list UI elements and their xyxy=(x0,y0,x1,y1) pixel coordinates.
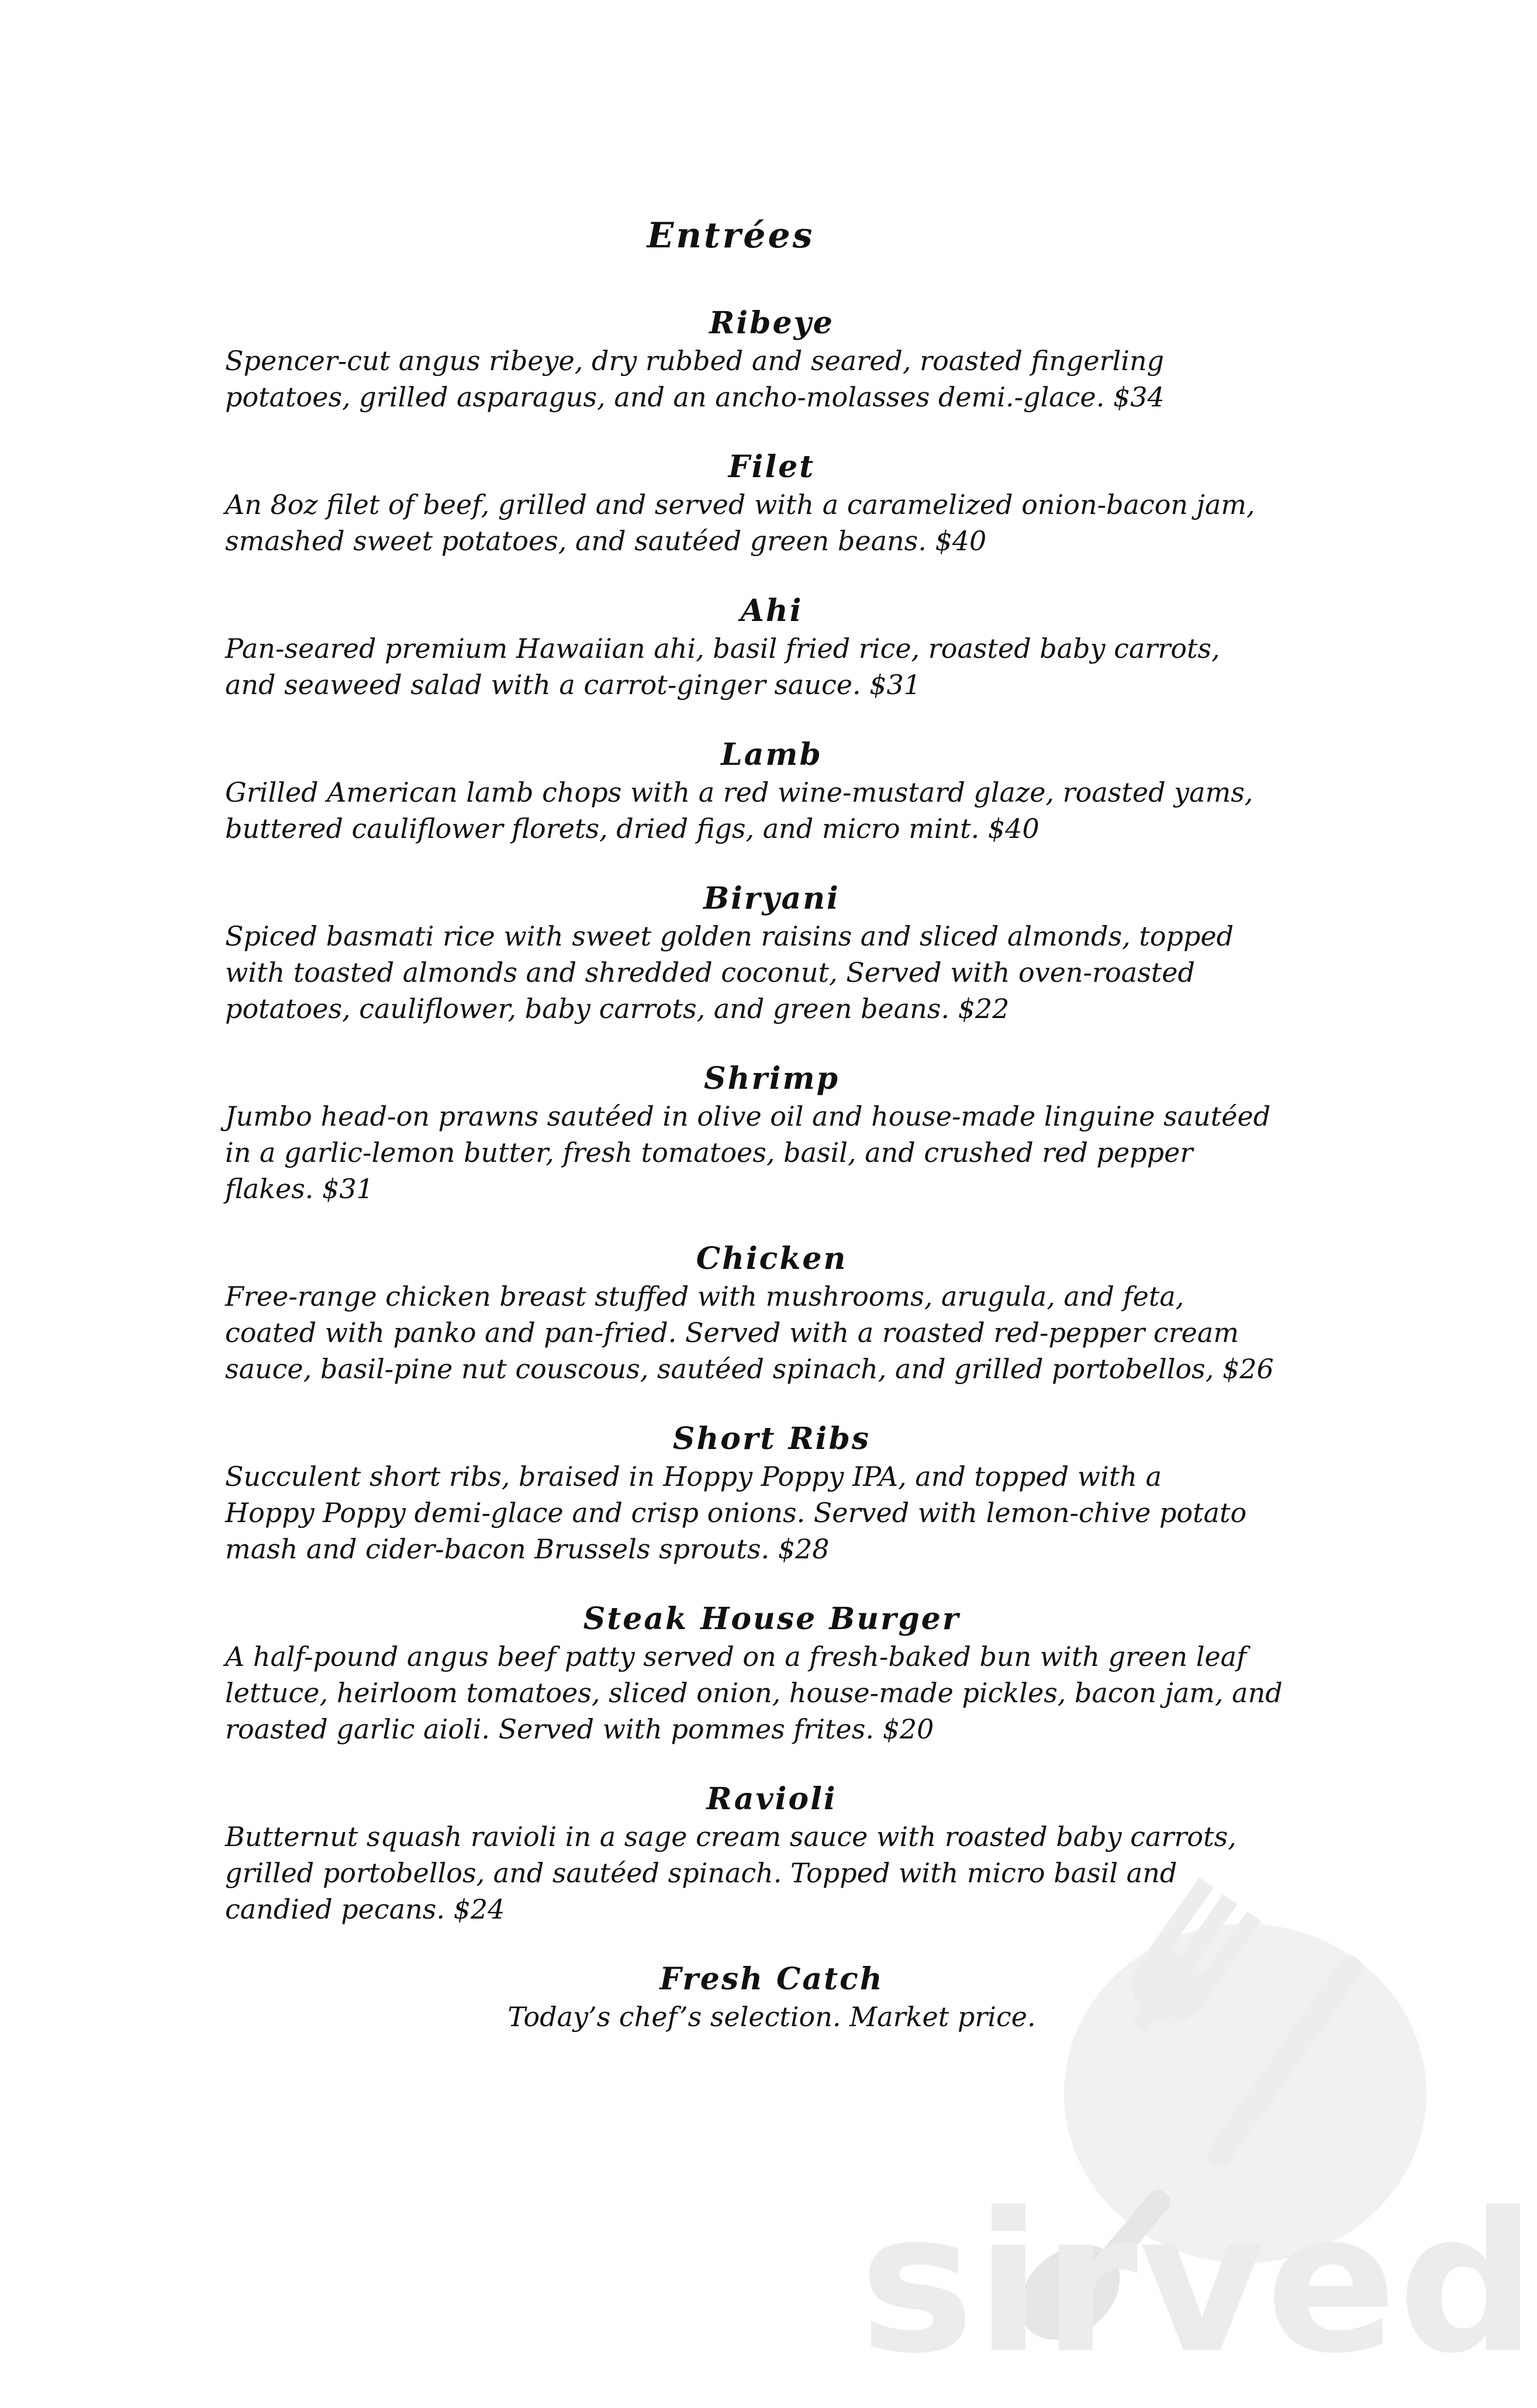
menu-item-name: Ahi xyxy=(740,593,803,629)
menu-item-description-line: flakes. $31 xyxy=(225,1173,374,1205)
menu-item-description-line: Pan-seared premium Hawaiian ahi, basil fried rice, roasted baby carrots, xyxy=(225,633,1220,664)
menu-item xyxy=(225,1960,1318,2035)
menu-item xyxy=(225,304,1318,415)
menu-item-description-line: potatoes, cauliflower, baby carrots, and green beans. $22 xyxy=(225,993,1010,1024)
menu-item-name: Chicken xyxy=(696,1241,848,1277)
menu-item xyxy=(225,879,1318,1027)
menu-item xyxy=(225,1600,1318,1747)
menu-item-description-line: buttered cauliflower florets, dried figs, and micro mint. $40 xyxy=(225,813,1039,844)
menu-item xyxy=(225,448,1318,559)
menu-item-description-line: Butternut squash ravioli in a sage cream sauce with roasted baby carrots, xyxy=(225,1821,1236,1852)
menu-item-description-line: sauce, basil-pine nut couscous, sautéed spinach, and grilled portobellos, $26 xyxy=(225,1353,1274,1385)
menu-item xyxy=(225,592,1318,703)
menu-item-description-line: lettuce, heirloom tomatoes, sliced onion, house-made pickles, bacon jam, and xyxy=(225,1677,1283,1709)
menu-item-description-line: potatoes, grilled asparagus, and an ancho-molasses demi.-glace. $34 xyxy=(225,381,1165,413)
menu-item xyxy=(225,1420,1318,1567)
menu-item-description-line: Succulent short ribs, braised in Hoppy Poppy IPA, and topped with a xyxy=(225,1461,1162,1492)
menu-item-description-line: Spiced basmati rice with sweet golden raisins and sliced almonds, topped xyxy=(225,920,1234,952)
menu-item xyxy=(225,1240,1318,1387)
menu-item-description-line: candied pecans. $24 xyxy=(225,1893,505,1925)
menu-item-name: Fresh Catch xyxy=(659,1961,884,1997)
menu-item xyxy=(225,1060,1318,1207)
menu-item-description-line: Grilled American lamb chops with a red wine-mustard glaze, roasted yams, xyxy=(225,777,1253,808)
menu-item-description-line: smashed sweet potatoes, and sautéed green beans. $40 xyxy=(225,525,987,557)
watermark-wordmark: sirved xyxy=(859,2171,1537,2396)
menu-item-name: Filet xyxy=(728,449,816,485)
section-title: Entrées xyxy=(647,215,815,256)
menu-item-description-line: grilled portobellos, and sautéed spinach. Topped with micro basil and xyxy=(225,1857,1177,1889)
menu-item-name: Short Ribs xyxy=(672,1421,871,1457)
menu-item-description-line: Free-range chicken breast stuffed with mushrooms, arugula, and feta, xyxy=(225,1281,1184,1312)
menu-item-description-line: A half-pound angus beef patty served on a fresh-baked bun with green leaf xyxy=(225,1641,1247,1672)
menu-item-description-line: Jumbo head-on prawns sautéed in olive oil and house-made linguine sautéed xyxy=(225,1100,1271,1132)
menu-item-description-line: roasted garlic aioli. Served with pommes frites. $20 xyxy=(225,1713,934,1745)
menu-item xyxy=(225,736,1318,847)
menu-item-description-line: mash and cider-bacon Brussels sprouts. $28 xyxy=(225,1533,830,1565)
menu-item-name: Steak House Burger xyxy=(583,1601,961,1637)
menu-item-description-line: in a garlic-lemon butter, fresh tomatoes, basil, and crushed red pepper xyxy=(225,1137,1193,1168)
menu-item-name: Ribeye xyxy=(709,305,834,341)
menu-item-description-line: An 8oz filet of beef, grilled and served with a caramelized onion-bacon jam, xyxy=(225,489,1255,520)
menu-item xyxy=(225,1780,1318,1927)
menu-item-description-line: Spencer-cut angus ribeye, dry rubbed and seared, roasted fingerling xyxy=(225,345,1165,377)
menu-item-description-line: with toasted almonds and shredded coconut, Served with oven-roasted xyxy=(225,957,1195,988)
menu-item-name: Shrimp xyxy=(704,1061,840,1096)
menu-item-description-line: and seaweed salad with a carrot-ginger sauce. $31 xyxy=(225,669,921,701)
menu-item-description-line: Today’s chef’s selection. Market price. xyxy=(507,2001,1036,2033)
menu-item-name: Ravioli xyxy=(706,1781,837,1817)
menu-item-name: Lamb xyxy=(721,737,823,772)
menu-item-description-line: coated with panko and pan-fried. Served with a roasted red-pepper cream xyxy=(225,1317,1239,1348)
menu-item-description-line: Hoppy Poppy demi-glace and crisp onions. Served with lemon-chive potato xyxy=(225,1497,1247,1529)
menu-list xyxy=(225,304,1318,2068)
menu-item-name: Biryani xyxy=(703,881,840,916)
